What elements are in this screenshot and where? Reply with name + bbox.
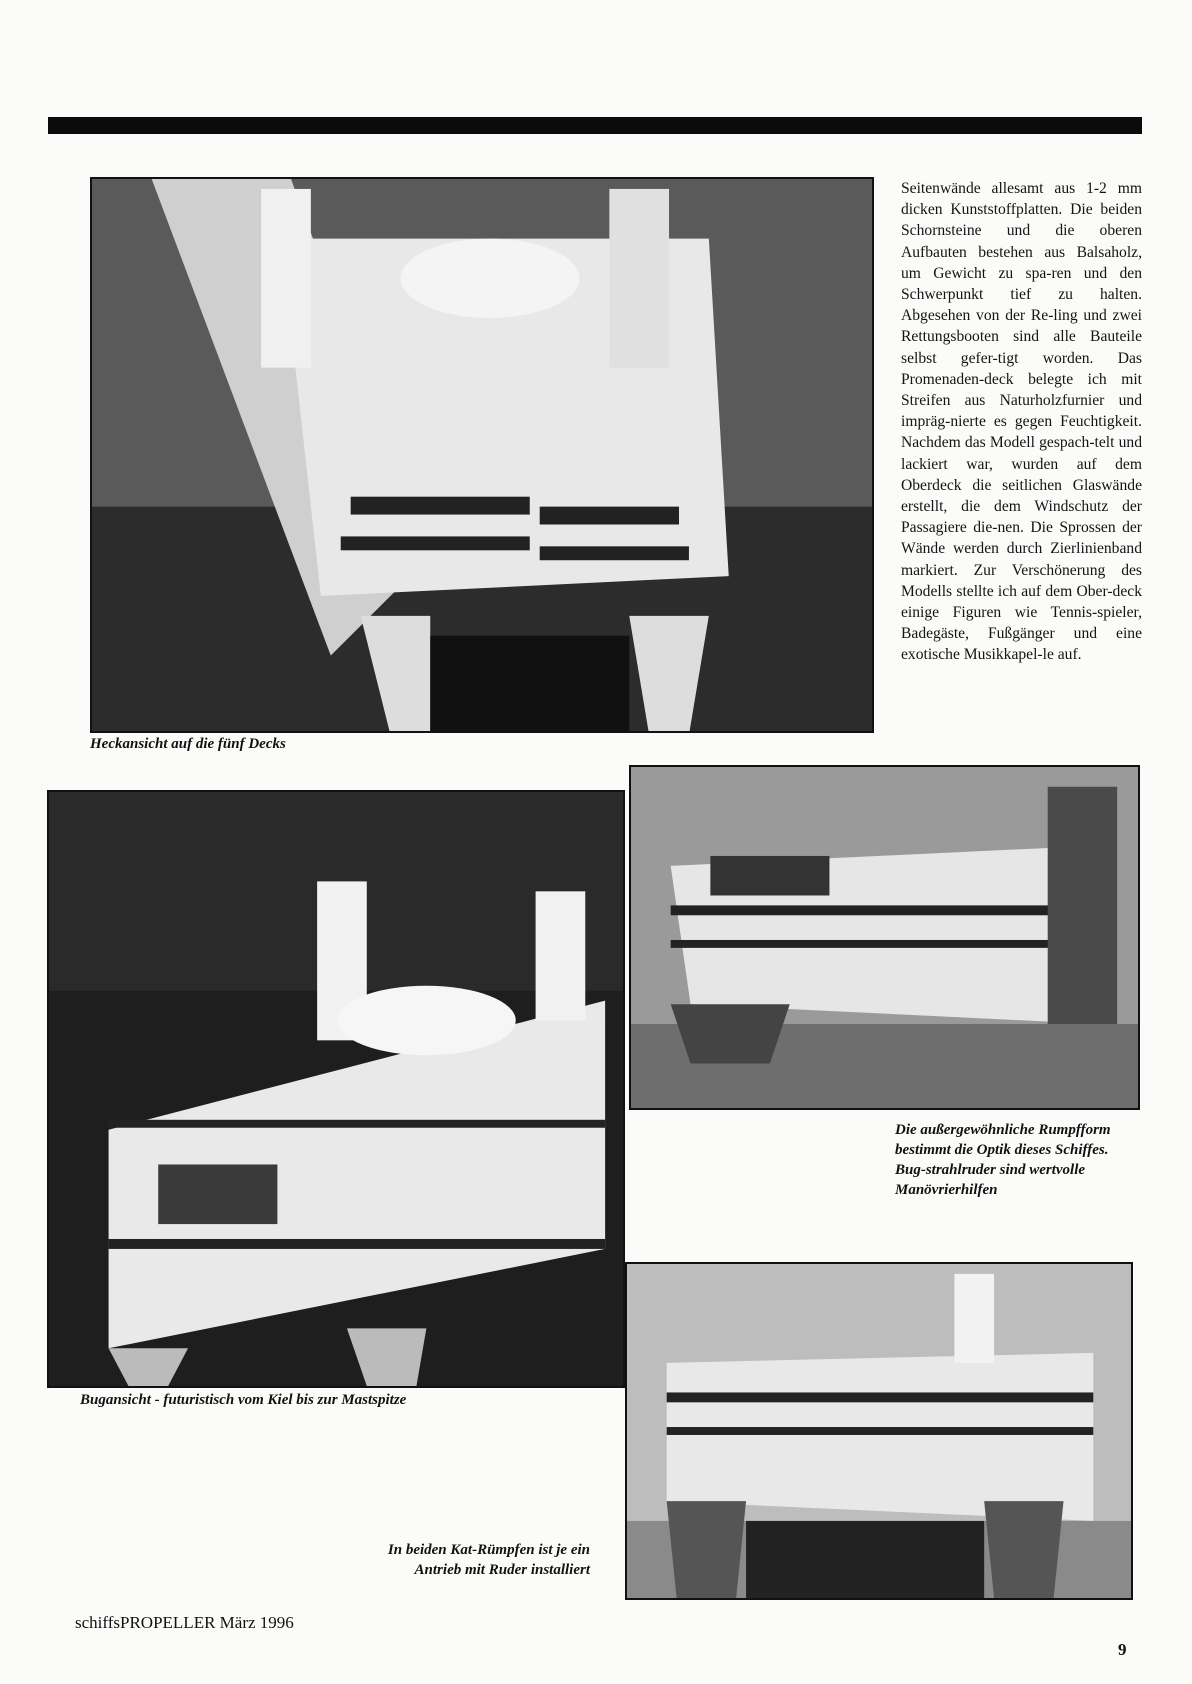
page-number: 9 xyxy=(1118,1640,1127,1659)
top-rule xyxy=(48,117,1142,134)
photo-stern-quarter-view xyxy=(625,1262,1133,1600)
article-body-text: Seitenwände allesamt aus 1-2 mm dicken Kunststoffplatten. Die beiden Schornsteine und die oberen Aufbauten bestehen aus Balsaholz, um Gewicht zu spa-ren und den Schwerpunkt tief zu halten. Abgesehen von der Re-ling und zwei Rettungsbooten sind alle Bauteile selbst gefer-tigt worden. Das Promenaden-deck belegte ich mit Streifen aus Naturholzfurnier und impräg-nierte es gegen Feuchtigkeit. Nachdem das Modell gespach-telt und lackiert war, wurden auf dem Oberdeck die seitlichen Glaswände erstellt, die dem Windschutz der Passagiere die-nen. Die Sprossen der Wände werden durch Zierlinienband markiert. Zur Verschönerung des Modells stellte ich auf dem Ober-deck einige Figuren wie Tennis-spieler, Badegäste, Fußgänger und eine exotische Musikkapel-le auf. xyxy=(901,180,1142,664)
footer-publication: schiffsPROPELLER März 1996 xyxy=(75,1613,294,1632)
caption-bow-view: Bugansicht - futuristisch vom Kiel bis zur Mastspitze xyxy=(80,1392,407,1408)
ship-quarter-illustration xyxy=(627,1264,1131,1598)
photo-stern-view xyxy=(90,177,874,733)
photo-hull-view xyxy=(629,765,1140,1110)
ship-stern-illustration xyxy=(92,179,872,731)
ship-bow-illustration xyxy=(49,792,623,1386)
caption-hull-view: Die außergewöhnliche Rumpfform bestimmt die Optik dieses Schiffes. Bug-strahlruder sind wertvolle Manövrierhilfen xyxy=(895,1122,1111,1198)
caption-stern-quarter-view: In beiden Kat-Rümpfen ist je ein Antrieb mit Ruder installiert xyxy=(387,1542,590,1578)
caption-stern-view: Heckansicht auf die fünf Decks xyxy=(90,736,286,752)
ship-hull-illustration xyxy=(631,767,1138,1108)
photo-bow-view xyxy=(47,790,625,1388)
